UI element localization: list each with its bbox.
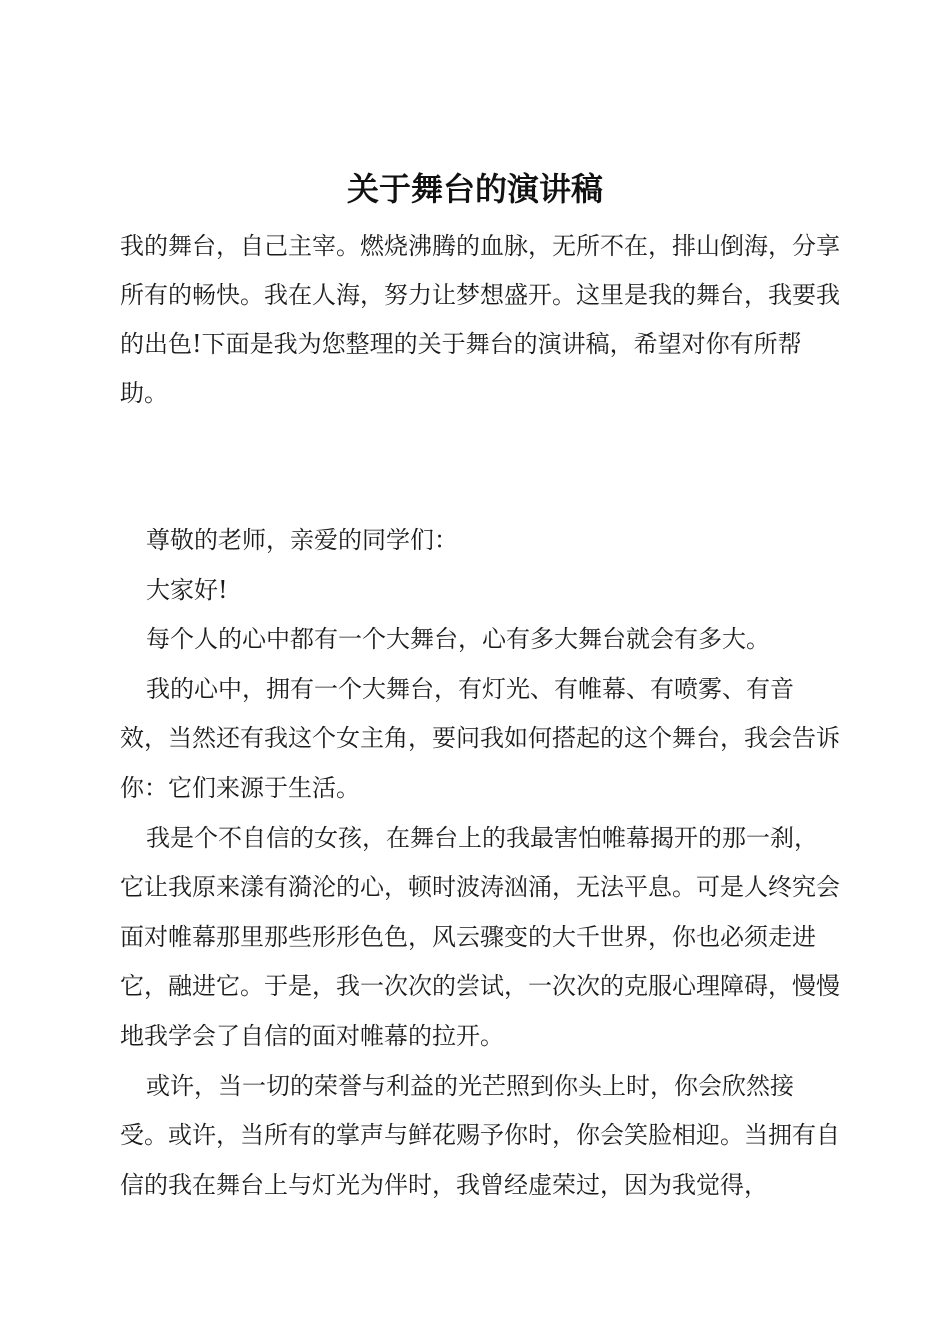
body-paragraph: 我的心中，拥有一个大舞台，有灯光、有帷幕、有喷雾、有音效，当然还有我这个女主角，要问我如何搭起的这个舞台，我会告诉你：它们来源于生活。 — [120, 674, 840, 802]
document-title: 关于舞台的演讲稿 — [346, 170, 603, 209]
greeting: 大家好! — [146, 575, 228, 604]
speech-body — [120, 516, 840, 1210]
body-paragraph: 每个人的心中都有一个大舞台，心有多大舞台就会有多大。 — [146, 625, 770, 654]
salutation: 尊敬的老师，亲爱的同学们： — [146, 526, 458, 554]
intro-paragraph: 我的舞台，自己主宰。燃烧沸腾的血脉，无所不在，排山倒海，分享所有的畅快。我在人海，努力让梦想盛开。这里是我的舞台，我要我的出色!下面是我为您整理的关于舞台的演讲稿，希望对你有所帮助。 — [120, 232, 840, 407]
body-paragraph: 我是个不自信的女孩，在舞台上的我最害怕帷幕揭开的那一刹，它让我原来漾有漪沦的心，顿时波涛汹涌，无法平息。可是人终究会面对帷幕那里那些形形色色，风云骤变的大千世界，你也必须走进它，融进它。于是，我一次次的尝试，一次次的克服心理障碍，慢慢地我学会了自信的面对帷幕的拉开。 — [120, 823, 840, 1050]
body-paragraph: 或许，当一切的荣誉与利益的光芒照到你头上时，你会欣然接受。或许，当所有的掌声与鲜花赐予你时，你会笑脸相迎。当拥有自信的我在舞台上与灯光为伴时，我曾经虚荣过，因为我觉得， — [120, 1071, 840, 1199]
intro-section — [120, 222, 840, 418]
